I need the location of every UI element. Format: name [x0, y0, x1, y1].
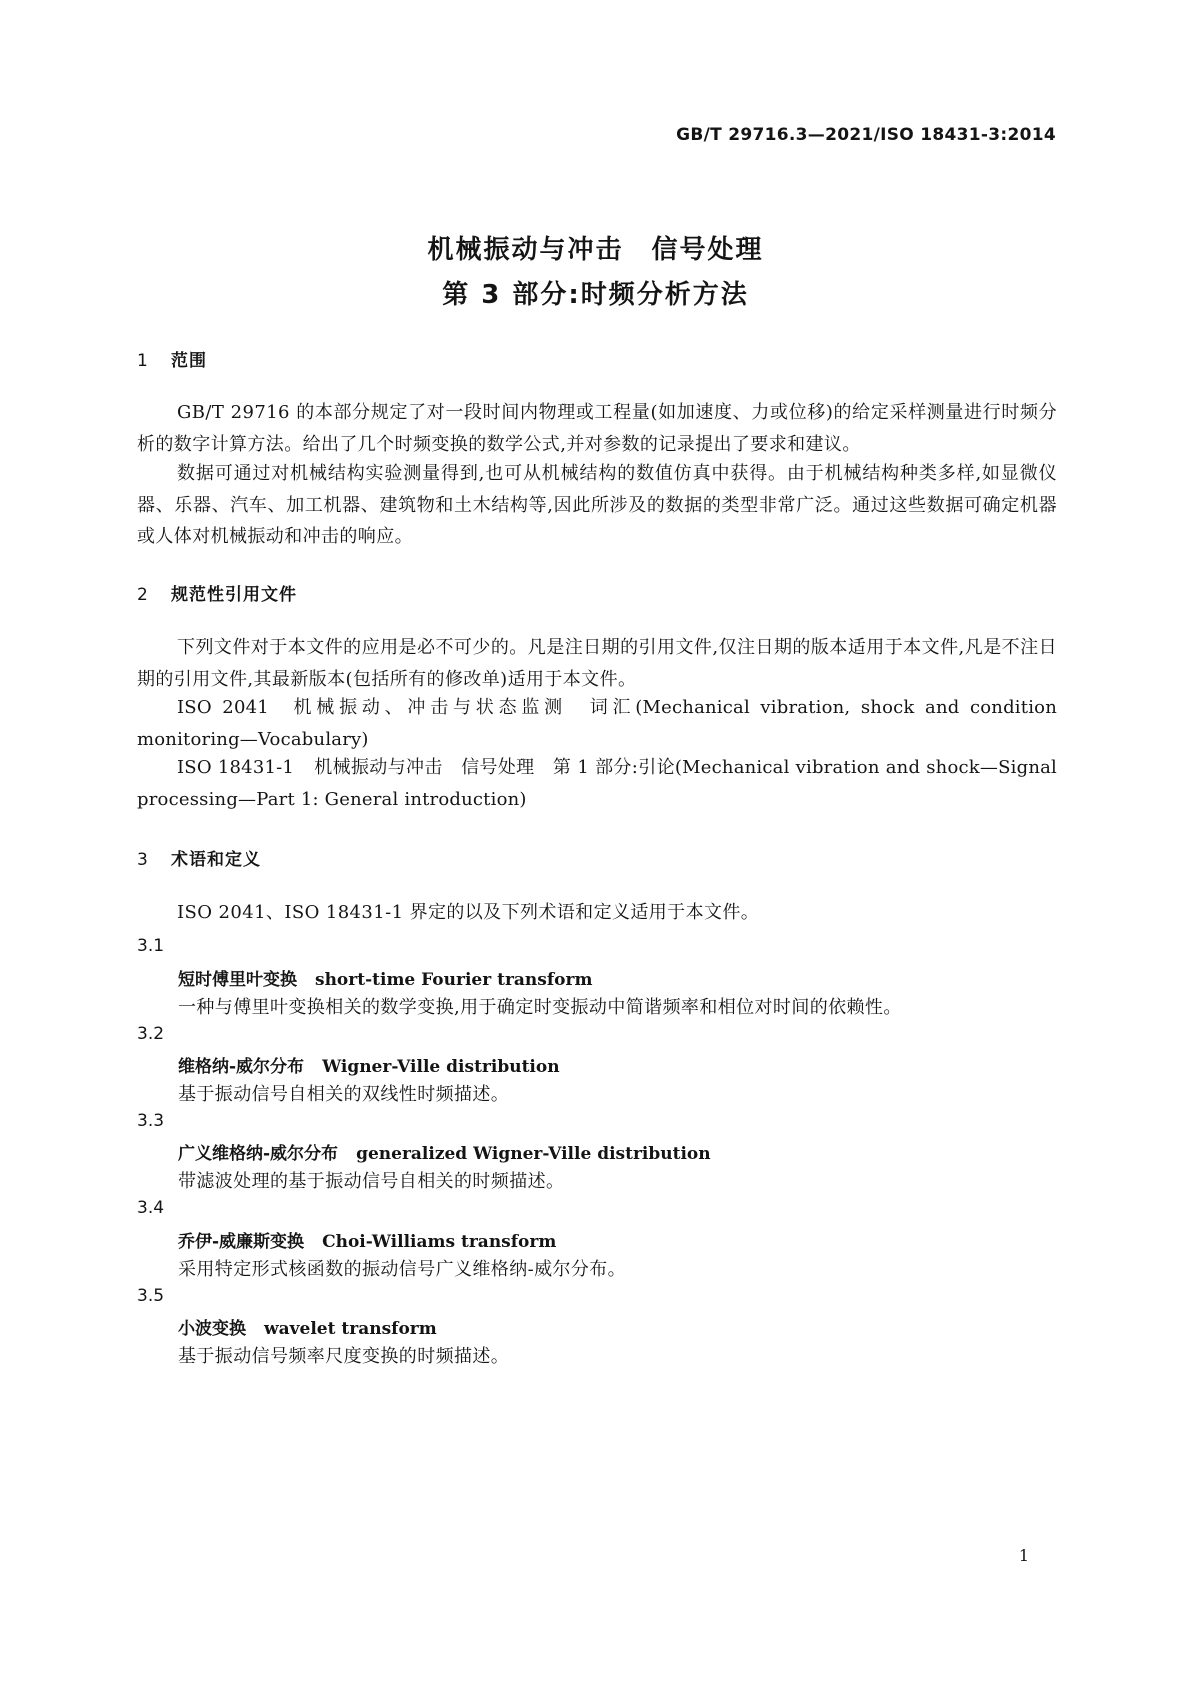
page-number: 1	[1018, 1546, 1029, 1565]
term-number: 3.2	[137, 1024, 165, 1044]
term-number: 3.1	[137, 936, 165, 956]
term-zh: 乔伊-威廉斯变换	[178, 1232, 305, 1252]
term-en: wavelet transform	[264, 1319, 437, 1339]
document-title-line2: 第 3 部分:时频分析方法	[442, 280, 749, 310]
term-name	[178, 1052, 560, 1077]
scope-paragraph-2: 数据可通过对机械结构实验测量得到,也可从机械结构的数值仿真中获得。由于机械结构种类多样,如显微仪器、乐器、汽车、加工机器、建筑物和土木结构等,因此所涉及的数据的类型非常广泛。通过这些数据可确定机器或人体对机械振动和冲击的响应。	[137, 463, 1057, 547]
reference-code: ISO 2041	[177, 697, 269, 718]
term-en: generalized Wigner-Ville distribution	[356, 1144, 711, 1164]
section-title: 规范性引用文件	[171, 585, 297, 605]
reference-item	[137, 752, 1057, 815]
document-title-line1: 机械振动与冲击 信号处理	[427, 235, 764, 265]
term-name	[178, 965, 592, 990]
section-title: 术语和定义	[171, 850, 261, 870]
term-name	[178, 1314, 437, 1339]
references-intro: 下列文件对于本文件的应用是必不可少的。凡是注日期的引用文件,仅注日期的版本适用于本文件,凡是不注日期的引用文件,其最新版本(包括所有的修改单)适用于本文件。	[137, 637, 1057, 690]
standard-number: GB/T 29716.3—2021/ISO 18431-3:2014	[676, 125, 1056, 145]
term-zh: 短时傅里叶变换	[178, 970, 297, 990]
scope-paragraph-1: GB/T 29716 的本部分规定了对一段时间内物理或工程量(如加速度、力或位移)的给定采样测量进行时频分析的数字计算方法。给出了几个时频变换的数学公式,并对参数的记录提出了要求和建议。	[137, 402, 1057, 455]
term-definition: 一种与傅里叶变换相关的数学变换,用于确定时变振动中简谐频率和相位对时间的依赖性。	[178, 997, 902, 1018]
reference-text: 机械振动、冲击与状态监测 词汇(Mechanical vibration, shock and condition monitoring—Vocabulary)	[137, 697, 1057, 750]
term-zh: 广义维格纳-威尔分布	[178, 1144, 339, 1164]
section-1-heading	[137, 346, 207, 371]
term-en: Wigner-Ville distribution	[322, 1057, 560, 1077]
section-number: 2	[137, 585, 149, 605]
reference-item	[137, 692, 1057, 755]
term-zh: 维格纳-威尔分布	[178, 1057, 305, 1077]
terms-intro: ISO 2041、ISO 18431-1 界定的以及下列术语和定义适用于本文件。	[177, 902, 760, 923]
term-en: short-time Fourier transform	[315, 970, 593, 990]
term-zh: 小波变换	[178, 1319, 246, 1339]
term-definition: 带滤波处理的基于振动信号自相关的时频描述。	[178, 1171, 565, 1192]
term-definition: 采用特定形式核函数的振动信号广义维格纳-威尔分布。	[178, 1259, 627, 1280]
section-number: 3	[137, 850, 149, 870]
term-definition: 基于振动信号频率尺度变换的时频描述。	[178, 1346, 510, 1367]
term-definition: 基于振动信号自相关的双线性时频描述。	[178, 1084, 510, 1105]
section-number: 1	[137, 351, 149, 371]
term-en: Choi-Williams transform	[322, 1232, 557, 1252]
section-3-heading	[137, 845, 261, 870]
section-title: 范围	[171, 351, 207, 371]
reference-text: 机械振动与冲击 信号处理 第 1 部分:引论(Mechanical vibration and shock—Signal processing—Part 1: General introduction)	[137, 757, 1057, 810]
section-2-heading	[137, 580, 297, 605]
reference-code: ISO 18431-1	[177, 757, 295, 778]
term-name	[178, 1227, 556, 1252]
term-name	[178, 1139, 711, 1164]
term-number: 3.3	[137, 1111, 165, 1131]
term-number: 3.5	[137, 1286, 165, 1306]
term-number: 3.4	[137, 1198, 165, 1218]
